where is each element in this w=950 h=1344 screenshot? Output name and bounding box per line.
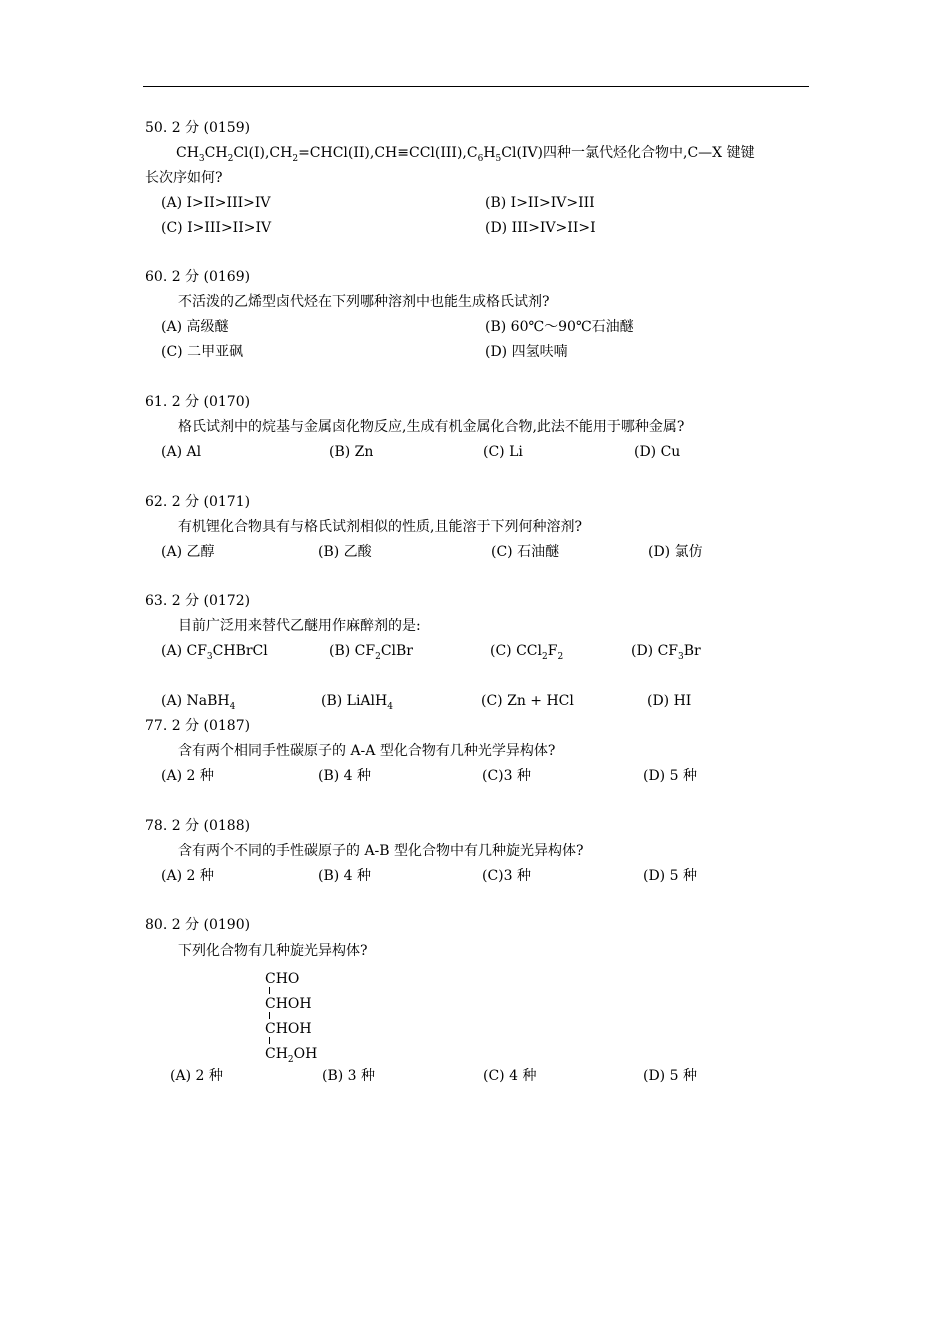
q80-option-d: (D) 5 种 [643, 1068, 697, 1084]
q63-question: 目前广泛用来替代乙醚用作麻醉剂的是: [178, 618, 421, 634]
q60-option-b: (B) 60℃～90℃石油醚 [485, 319, 634, 335]
q80-option-c: (C) 4 种 [483, 1068, 537, 1084]
q60-option-a: (A) 高级醚 [161, 319, 229, 335]
q50-header: 50. 2 分 (0159) [145, 120, 251, 136]
formula-bond-2 [269, 1012, 270, 1019]
q61-header: 61. 2 分 (0170) [145, 394, 251, 410]
orphan-option-d: (D) HI [647, 693, 692, 709]
q50-option-b: (B) I>II>IV>III [485, 195, 595, 211]
formula-cho: CHO [265, 971, 300, 987]
q80-option-b: (B) 3 种 [322, 1068, 376, 1084]
q60-header: 60. 2 分 (0169) [145, 269, 251, 285]
q62-option-c: (C) 石油醚 [491, 544, 560, 560]
header-rule [143, 86, 809, 87]
q60-option-d: (D) 四氢呋喃 [485, 344, 568, 360]
q61-option-d: (D) Cu [634, 444, 681, 460]
q62-header: 62. 2 分 (0171) [145, 494, 251, 510]
q63-option-c: (C) $CCl_2F_2$ [490, 643, 564, 662]
q63-option-b: (B) $CF_2ClBr$ [329, 643, 413, 662]
q80-question: 下列化合物有几种旋光异构体? [178, 943, 368, 959]
q78-option-b: (B) 4 种 [318, 868, 372, 884]
q62-option-d: (D) 氯仿 [648, 544, 703, 560]
q78-question: 含有两个不同的手性碳原子的 A-B 型化合物中有几种旋光异构体? [178, 843, 584, 859]
q78-header: 78. 2 分 (0188) [145, 818, 251, 834]
q63-option-a: (A) $CF_3CHBrCl$ [161, 643, 268, 662]
q61-option-b: (B) Zn [329, 444, 374, 460]
q80-option-a: (A) 2 种 [170, 1068, 223, 1084]
q78-option-d: (D) 5 种 [643, 868, 697, 884]
q77-header: 77. 2 分 (0187) [145, 718, 251, 734]
q62-option-b: (B) 乙酸 [318, 544, 372, 560]
q50-option-c: (C) I>III>II>IV [161, 220, 272, 236]
formula-ch2oh: $CH_2OH$ [265, 1046, 318, 1065]
q77-option-b: (B) 4 种 [318, 768, 372, 784]
q62-question: 有机锂化合物具有与格氏试剂相似的性质,且能溶于下列何种溶剂? [178, 519, 582, 535]
q78-option-c: (C)3 种 [482, 868, 531, 884]
q60-option-c: (C) 二甲亚砜 [161, 344, 244, 360]
q77-option-d: (D) 5 种 [643, 768, 697, 784]
q77-option-a: (A) 2 种 [161, 768, 214, 784]
q63-header: 63. 2 分 (0172) [145, 593, 251, 609]
q78-option-a: (A) 2 种 [161, 868, 214, 884]
q77-option-c: (C)3 种 [482, 768, 531, 784]
formula-choh-2: CHOH [265, 1021, 312, 1037]
q80-header: 80. 2 分 (0190) [145, 917, 251, 933]
formula-bond-3 [269, 1037, 270, 1044]
q60-question: 不活泼的乙烯型卤代烃在下列哪种溶剂中也能生成格氏试剂? [178, 294, 550, 310]
q77-question: 含有两个相同手性碳原子的 A-A 型化合物有几种光学异构体? [178, 743, 556, 759]
q61-question: 格氏试剂中的烷基与金属卤化物反应,生成有机金属化合物,此法不能用于哪种金属? [178, 419, 685, 435]
q61-option-c: (C) Li [483, 444, 523, 460]
formula-choh-1: CHOH [265, 996, 312, 1012]
q50-option-a: (A) I>II>III>IV [161, 195, 271, 211]
q50-question-line2: 长次序如何? [145, 170, 223, 186]
orphan-option-b: (B) LiAlH$_4$ [321, 693, 393, 712]
q62-option-a: (A) 乙醇 [161, 544, 215, 560]
orphan-option-c: (C) Zn + HCl [481, 693, 574, 709]
q63-option-d: (D) $CF_3Br$ [631, 643, 701, 662]
formula-bond-1 [269, 987, 270, 994]
q61-option-a: (A) Al [161, 444, 202, 460]
q50-option-d: (D) III>IV>II>I [485, 220, 596, 236]
orphan-option-a: (A) NaBH$_4$ [161, 693, 236, 712]
q50-question-line1: $CH_3CH_2Cl(I),CH_2=CHCl(II),CH\equiv CCl(III),C_6H_5Cl(IV)$四种一氯代烃化合物中,C—X 键键 [176, 145, 755, 164]
